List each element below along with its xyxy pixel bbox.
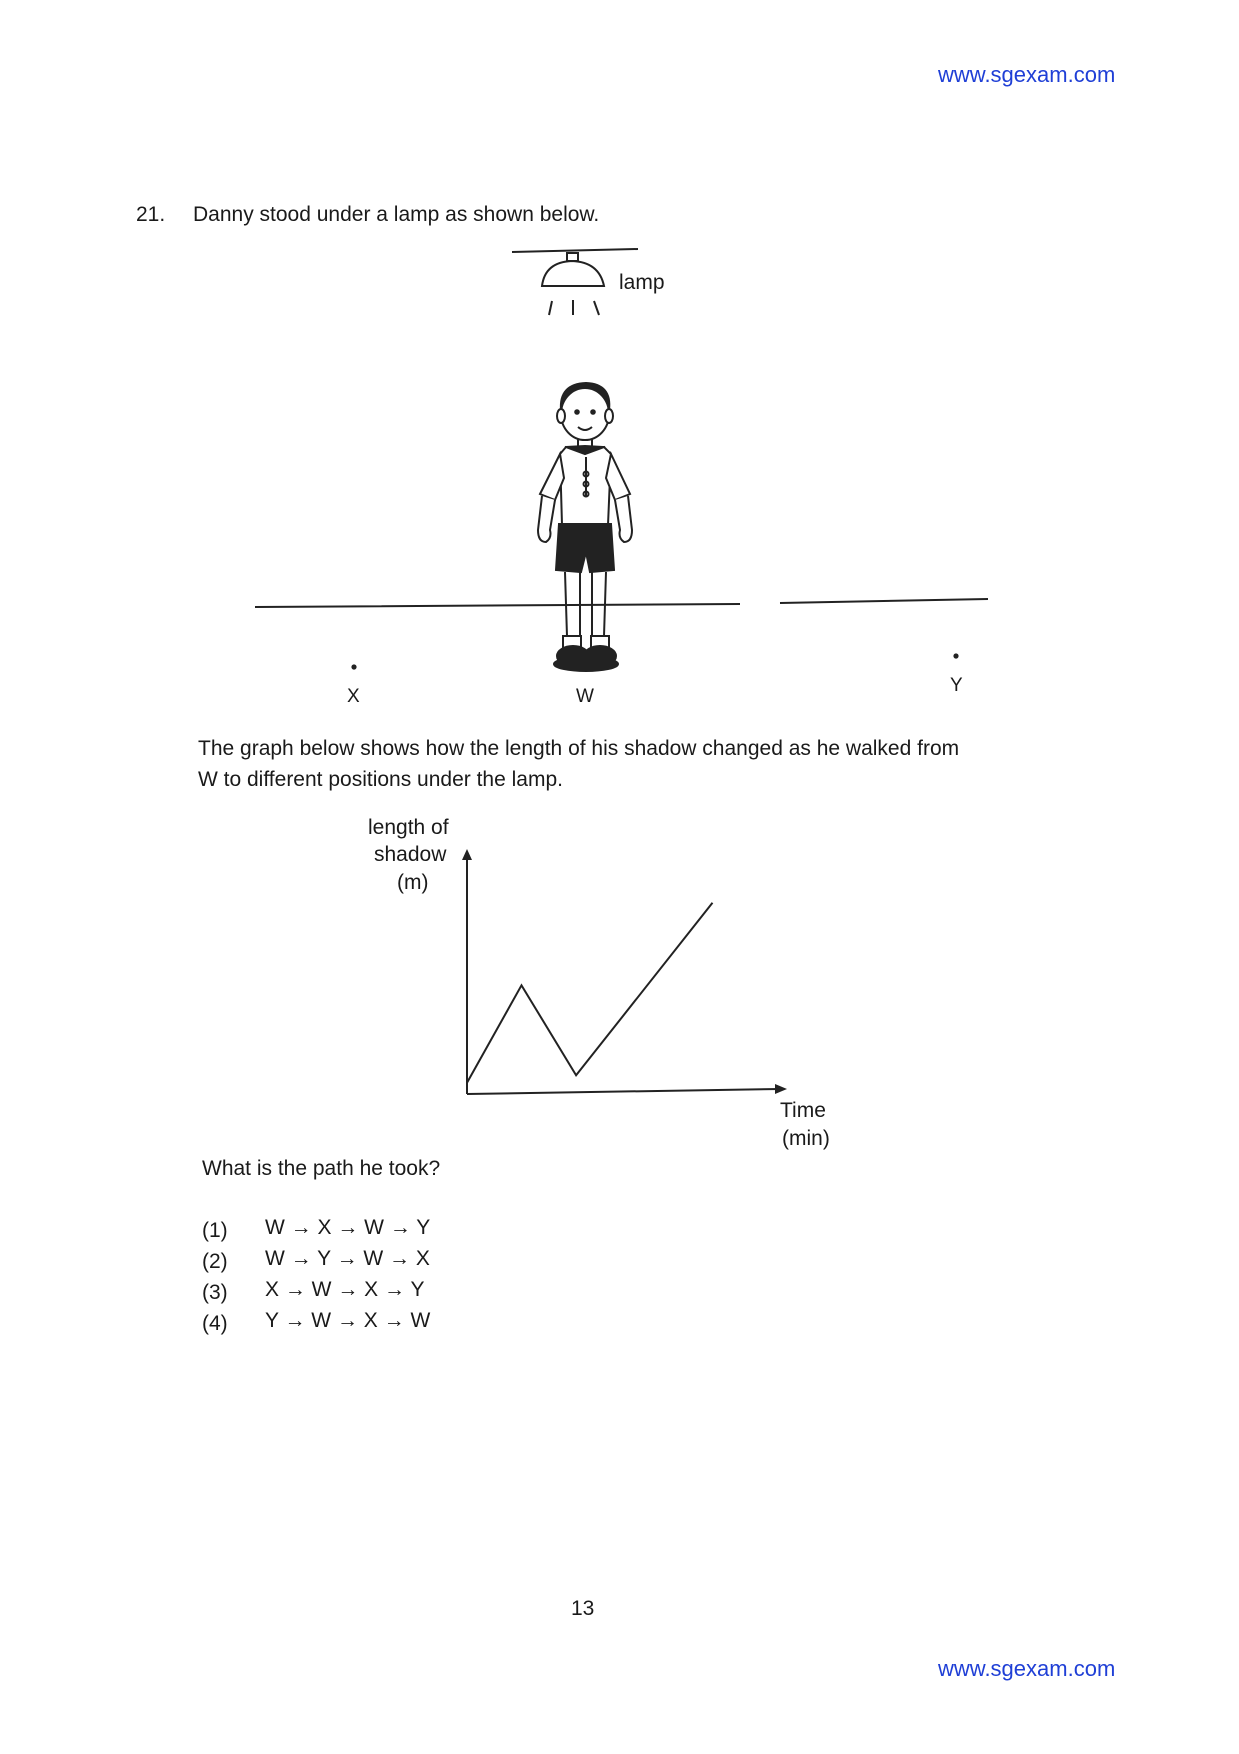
question-ask: What is the path he took?: [202, 1157, 441, 1180]
option-2-path[interactable]: W → Y → W → X: [265, 1247, 430, 1270]
y-axis-label: [368, 816, 449, 894]
graph-intro-line1: The graph below shows how the length of his shadow changed as he walked from: [198, 737, 960, 760]
x-axis-label-line2: (min): [782, 1127, 830, 1150]
graph-intro-line2: W to different positions under the lamp.: [198, 768, 563, 791]
x-axis-arrow: [775, 1084, 787, 1094]
question-stem: Danny stood under a lamp as shown below.: [193, 203, 600, 226]
point-x-marker: [351, 664, 356, 669]
option-1-number[interactable]: (1): [202, 1219, 228, 1242]
option-1-path[interactable]: W → X → W → Y: [265, 1216, 431, 1239]
header-website-link[interactable]: www.sgexam.com: [938, 62, 1116, 87]
shadow-length-line: [467, 903, 713, 1083]
option-4-path[interactable]: Y → W → X → W: [265, 1309, 431, 1332]
shadow-length-graph: [0, 800, 1239, 1160]
x-axis-label-line1: Time: [780, 1099, 826, 1122]
option-2-number[interactable]: (2): [202, 1250, 228, 1273]
lamp-scene-illustration: [0, 230, 1239, 710]
option-3-path[interactable]: X → W → X → Y: [265, 1278, 425, 1301]
lamp-label: lamp: [619, 271, 665, 294]
point-y-label: Y: [950, 675, 963, 696]
ground-line: [255, 599, 988, 607]
y-axis-label-line1: length of: [368, 816, 449, 839]
y-axis-label-line3: (m): [397, 871, 429, 894]
option-4-number[interactable]: (4): [202, 1312, 228, 1335]
footer-website-link[interactable]: www.sgexam.com: [938, 1656, 1116, 1681]
y-axis-label-line2: shadow: [374, 843, 447, 866]
point-w-label: W: [576, 686, 594, 707]
question-number: 21.: [136, 203, 166, 226]
point-y-marker: [953, 653, 958, 658]
point-x-label: X: [347, 686, 360, 707]
x-axis: [467, 1089, 780, 1094]
page-number: 13: [571, 1597, 595, 1620]
y-axis-arrow: [462, 849, 472, 860]
x-axis-label: [780, 1099, 830, 1150]
option-3-number[interactable]: (3): [202, 1281, 228, 1304]
boy-figure-icon: [538, 383, 632, 671]
